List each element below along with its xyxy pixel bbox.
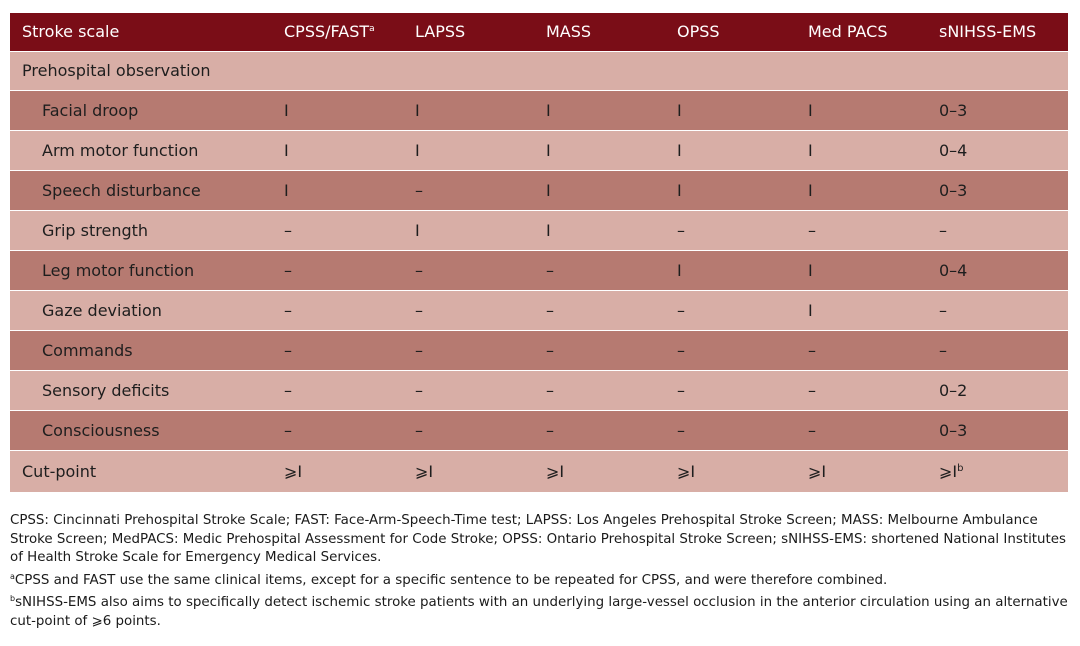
section-row-prehospital-observation bbox=[10, 51, 1068, 90]
table-cell: – bbox=[534, 330, 665, 370]
row-label: Speech disturbance bbox=[10, 170, 272, 210]
table-cell: ⩾I bbox=[665, 450, 796, 492]
table-cell: – bbox=[403, 290, 534, 330]
table-row bbox=[10, 250, 1068, 290]
table-cell: – bbox=[665, 370, 796, 410]
footnote-b bbox=[10, 590, 1072, 631]
table-cell: ⩾I bbox=[534, 450, 665, 492]
table-row bbox=[10, 290, 1068, 330]
table-cell: ⩾I bbox=[796, 450, 927, 492]
table-row bbox=[10, 330, 1068, 370]
table-cell: – bbox=[534, 250, 665, 290]
table-cell bbox=[927, 450, 1068, 492]
table-cell: – bbox=[272, 290, 403, 330]
table-cell: – bbox=[403, 170, 534, 210]
table-row bbox=[10, 170, 1068, 210]
footnote-text: sNIHSS-EMS also aims to specifically detect ischemic stroke patients with an underlying large-vessel occlusion in the anterior circulation using an alternative cut-point of ⩾6 points. bbox=[10, 595, 1068, 629]
table-row bbox=[10, 370, 1068, 410]
table-cell: I bbox=[272, 90, 403, 130]
abbreviations-note: CPSS: Cincinnati Prehospital Stroke Scale; FAST: Face-Arm-Speech-Time test; LAPSS: Los Angeles Prehospital Stroke Screen; MASS: Melbourne Ambulance Stroke Screen; MedPACS: Medic Prehospital Assessment for Code Stroke; OPSS: Ontario Prehospital Stroke Screen; sNIHSS-EMS: shortened National Institutes of Health Stroke Scale for Emergency Medical Services. bbox=[10, 513, 1066, 565]
table-row bbox=[10, 210, 1068, 250]
table-row bbox=[10, 90, 1068, 130]
table-cell: I bbox=[272, 130, 403, 170]
table-cell: – bbox=[403, 370, 534, 410]
table-cell: I bbox=[796, 170, 927, 210]
table-cell: – bbox=[403, 330, 534, 370]
row-label: Cut-point bbox=[10, 450, 272, 492]
column-header-lapss: LAPSS bbox=[403, 13, 534, 51]
table-cell: – bbox=[927, 330, 1068, 370]
table-cell: – bbox=[272, 330, 403, 370]
row-label: Gaze deviation bbox=[10, 290, 272, 330]
table-cell: 0–2 bbox=[927, 370, 1068, 410]
table-row bbox=[10, 410, 1068, 450]
table-cell: 0–3 bbox=[927, 90, 1068, 130]
table-cell: – bbox=[665, 330, 796, 370]
table-cell: – bbox=[665, 410, 796, 450]
table-cell: – bbox=[272, 370, 403, 410]
table-cell: I bbox=[272, 170, 403, 210]
column-header-snihss-ems: sNIHSS-EMS bbox=[927, 13, 1068, 51]
table-cell: I bbox=[796, 90, 927, 130]
table-cell: – bbox=[534, 370, 665, 410]
table-cell: I bbox=[665, 130, 796, 170]
table-cell: – bbox=[665, 290, 796, 330]
table-cell: I bbox=[796, 290, 927, 330]
table-cell: – bbox=[403, 250, 534, 290]
row-label: Facial droop bbox=[10, 90, 272, 130]
column-header-cpss-fast bbox=[272, 13, 403, 51]
table-cell: – bbox=[272, 410, 403, 450]
table-cell: – bbox=[534, 410, 665, 450]
table-cell: – bbox=[796, 370, 927, 410]
cell-value: ⩾I bbox=[939, 461, 958, 481]
table-cell: – bbox=[665, 210, 796, 250]
table-cell: 0–3 bbox=[927, 170, 1068, 210]
table-cell: – bbox=[796, 330, 927, 370]
table-cell: – bbox=[272, 250, 403, 290]
table-cell: I bbox=[403, 130, 534, 170]
row-label: Arm motor function bbox=[10, 130, 272, 170]
footnote-mark: b bbox=[957, 462, 964, 474]
table-cell: – bbox=[796, 210, 927, 250]
table-cell: 0–4 bbox=[927, 130, 1068, 170]
table-cell: I bbox=[534, 90, 665, 130]
table-cell: – bbox=[403, 410, 534, 450]
stroke-scale-table-container bbox=[10, 13, 1068, 492]
column-header-opss: OPSS bbox=[665, 13, 796, 51]
table-cell: I bbox=[665, 90, 796, 130]
footnote-mark: a bbox=[10, 571, 15, 581]
table-cell: – bbox=[796, 410, 927, 450]
table-cell: I bbox=[534, 170, 665, 210]
table-cell: – bbox=[927, 210, 1068, 250]
table-cell: I bbox=[665, 250, 796, 290]
table-cell: I bbox=[403, 90, 534, 130]
cutpoint-row bbox=[10, 450, 1068, 492]
table-cell: I bbox=[534, 210, 665, 250]
table-cell: – bbox=[272, 210, 403, 250]
row-label: Sensory deficits bbox=[10, 370, 272, 410]
table-cell: I bbox=[796, 130, 927, 170]
row-label: Leg motor function bbox=[10, 250, 272, 290]
footnote-a bbox=[10, 568, 1072, 591]
table-footnotes bbox=[10, 512, 1072, 631]
table-header-row bbox=[10, 13, 1068, 51]
footnote-mark: b bbox=[10, 594, 16, 603]
table-cell: ⩾I bbox=[272, 450, 403, 492]
table-row bbox=[10, 130, 1068, 170]
footnote-mark: a bbox=[369, 24, 375, 35]
table-cell: – bbox=[534, 290, 665, 330]
table-cell: I bbox=[534, 130, 665, 170]
table-cell: 0–3 bbox=[927, 410, 1068, 450]
table-cell: ⩾I bbox=[403, 450, 534, 492]
row-label: Commands bbox=[10, 330, 272, 370]
table-cell: – bbox=[927, 290, 1068, 330]
section-label: Prehospital observation bbox=[10, 51, 1068, 90]
row-label: Consciousness bbox=[10, 410, 272, 450]
row-label: Grip strength bbox=[10, 210, 272, 250]
stroke-scale-table bbox=[10, 13, 1068, 492]
column-header-mass: MASS bbox=[534, 13, 665, 51]
column-header-label: CPSS/FAST bbox=[284, 22, 370, 42]
column-header-med-pacs: Med PACS bbox=[796, 13, 927, 51]
table-cell: I bbox=[665, 170, 796, 210]
table-cell: I bbox=[403, 210, 534, 250]
footnote-text: CPSS and FAST use the same clinical items, except for a specific sentence to be repeated for CPSS, and were therefore combined. bbox=[14, 572, 888, 588]
table-cell: 0–4 bbox=[927, 250, 1068, 290]
table-cell: I bbox=[796, 250, 927, 290]
column-header-stroke-scale: Stroke scale bbox=[10, 13, 272, 51]
